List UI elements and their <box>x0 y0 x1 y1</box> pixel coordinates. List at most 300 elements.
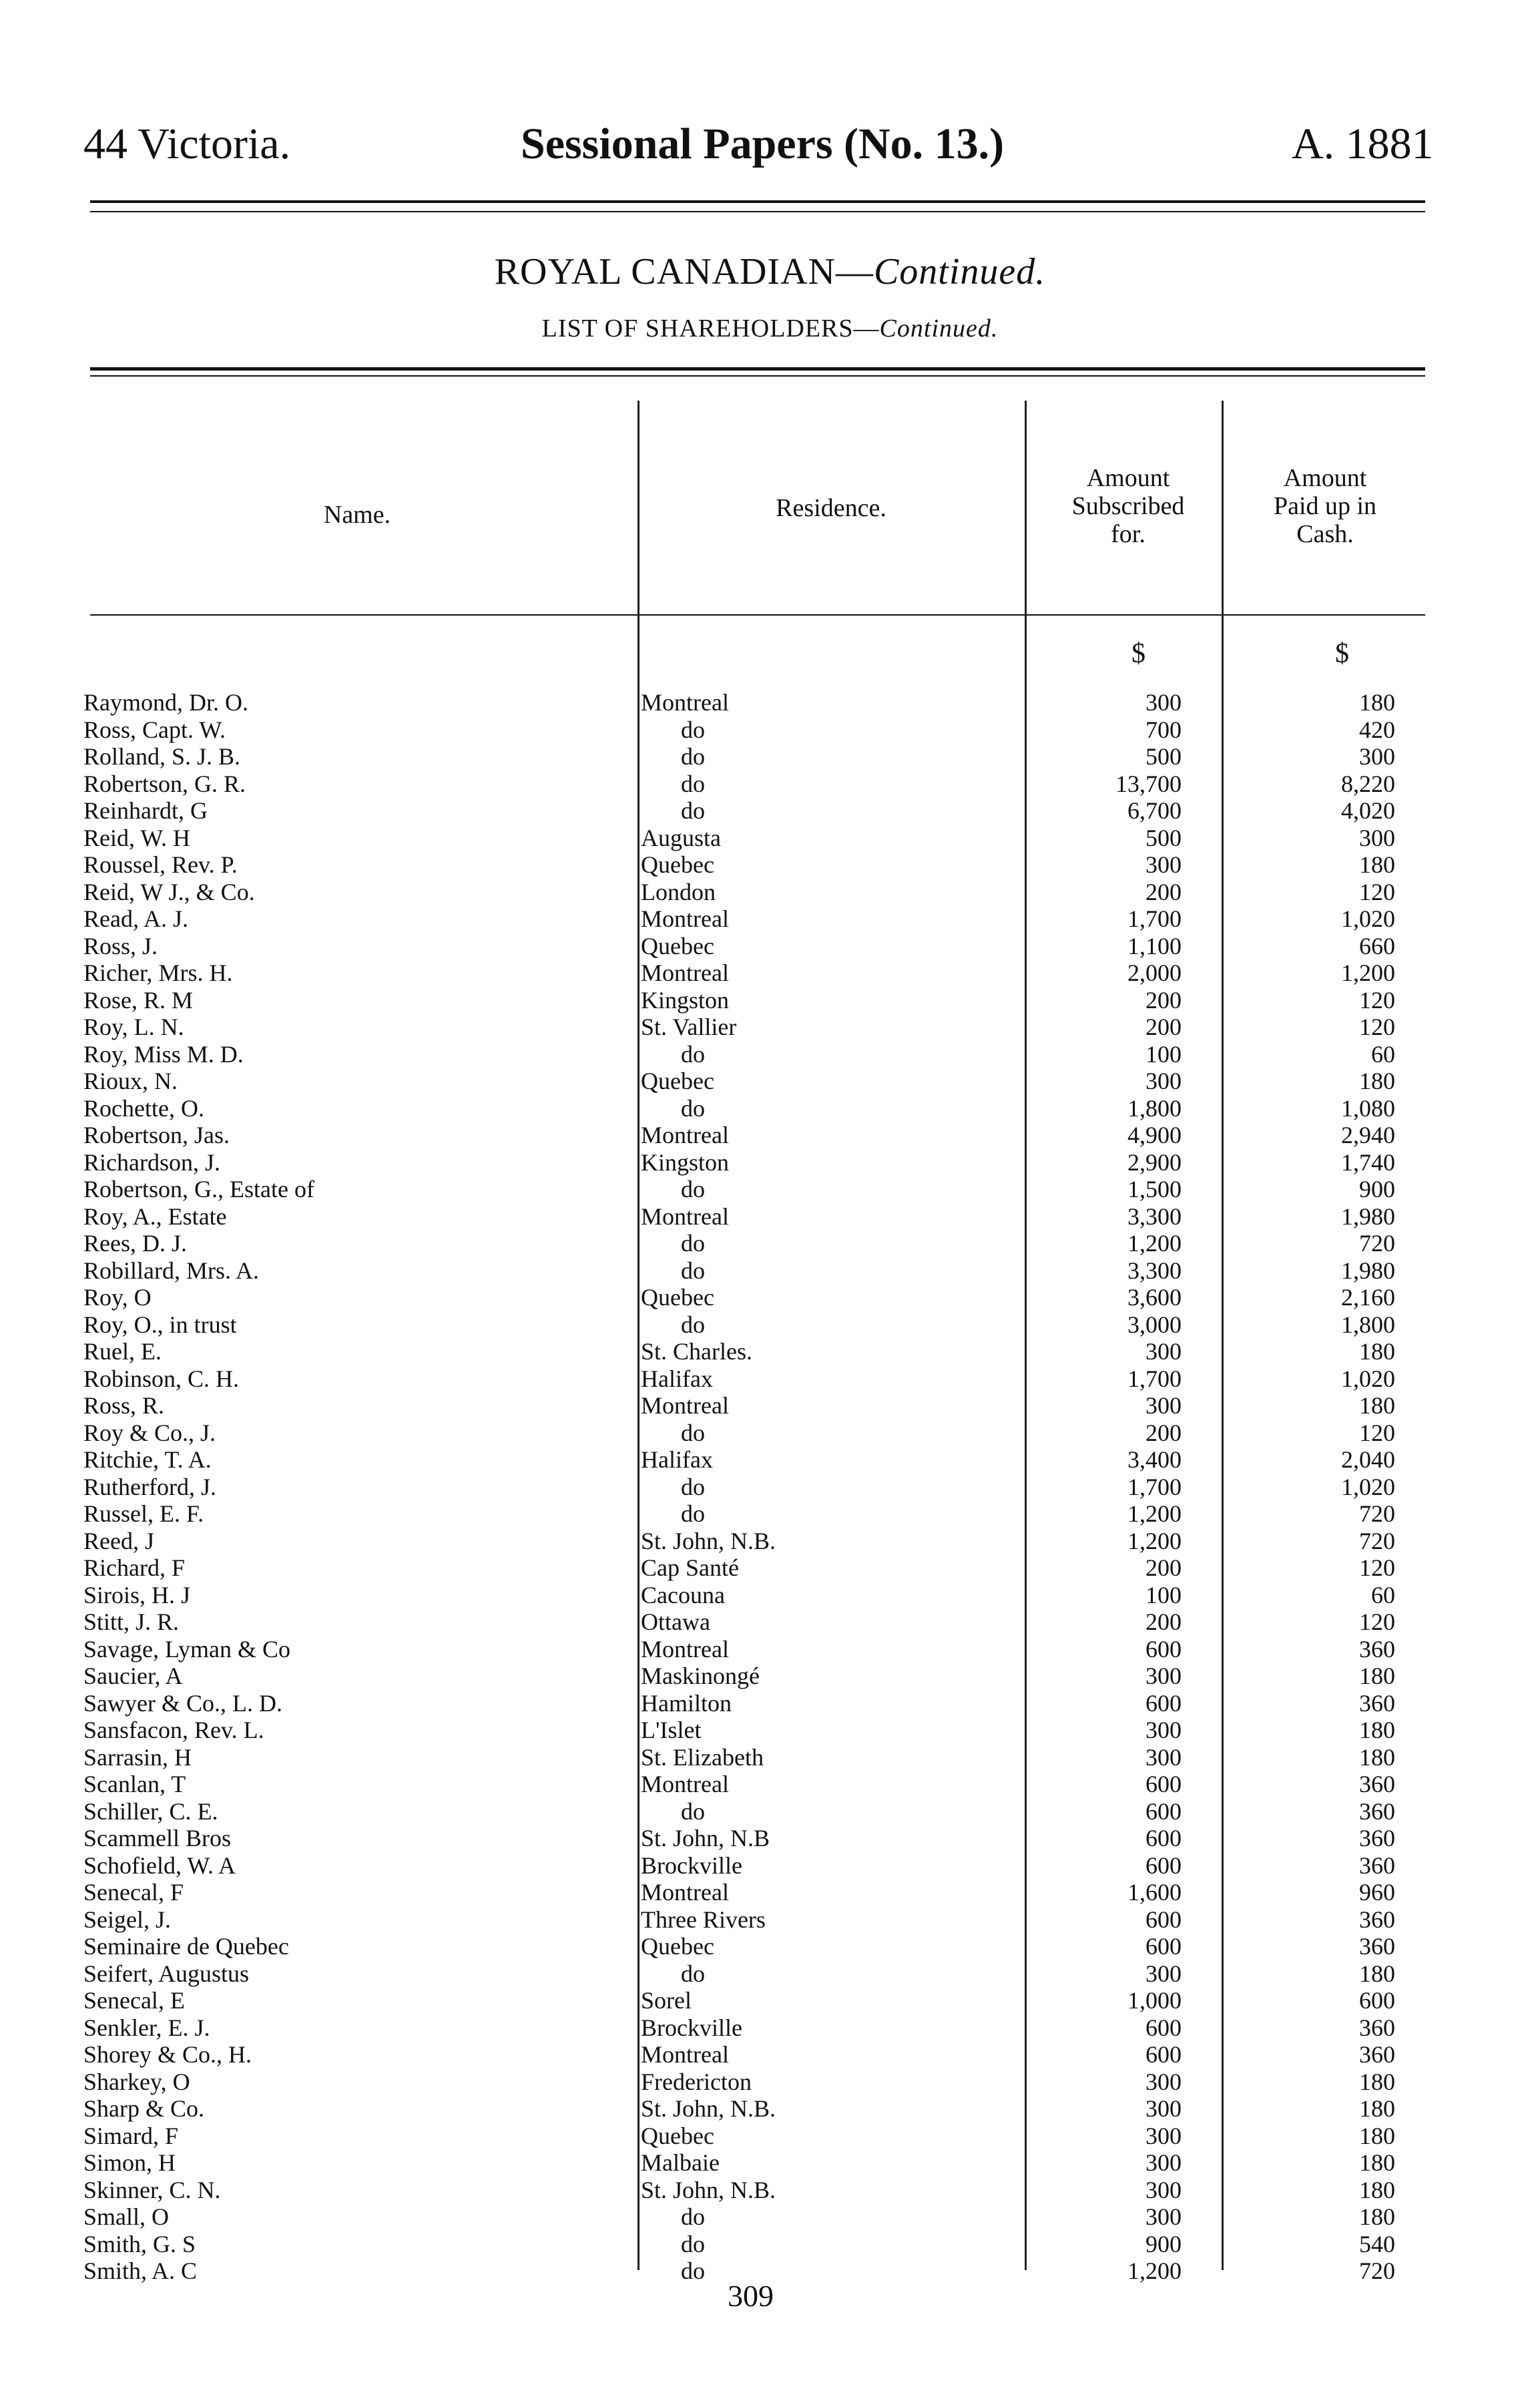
amount-paid: 660 <box>1359 932 1395 959</box>
table-row <box>0 825 1540 851</box>
residence-cell <box>641 1636 1015 1663</box>
amount-subscribed: 600 <box>1145 1825 1182 1851</box>
residence: do <box>641 1474 709 1500</box>
residence-cell <box>641 1582 1015 1608</box>
shareholder-name: Seminaire de Quebec <box>83 1933 293 1960</box>
shareholder-name: Robertson, G., Estate of <box>83 1176 318 1202</box>
shareholder-name-cell <box>83 1203 631 1230</box>
amount-subscribed: 300 <box>1145 851 1182 878</box>
amount-paid: 180 <box>1359 689 1395 716</box>
amount-subscribed: 6,700 <box>1127 797 1182 824</box>
shareholder-name-cell <box>83 1960 631 1987</box>
table-row <box>0 1474 1540 1500</box>
page-number: 309 <box>728 2279 774 2313</box>
shareholder-name-cell <box>83 1338 631 1365</box>
residence-cell <box>641 2014 1015 2041</box>
table-row <box>0 2203 1540 2230</box>
table-row <box>0 2014 1540 2041</box>
shareholder-name: Shorey & Co., H. <box>83 2041 256 2068</box>
table-row <box>0 2068 1540 2095</box>
residence: Three Rivers <box>641 1906 770 1933</box>
residence: Montreal <box>641 1636 733 1663</box>
table-row <box>0 1608 1540 1635</box>
shareholder-name-cell <box>83 743 631 770</box>
table-row <box>0 1663 1540 1689</box>
shareholder-name-cell <box>83 2123 631 2149</box>
residence-cell <box>641 1690 1015 1717</box>
table-row <box>0 987 1540 1014</box>
residence: St. John, N.B <box>641 1825 774 1851</box>
table-row <box>0 2123 1540 2149</box>
amount-paid: 120 <box>1359 1014 1395 1040</box>
amount-paid: 1,200 <box>1341 959 1395 986</box>
residence-cell <box>641 1933 1015 1960</box>
shareholder-name-cell <box>83 2095 631 2122</box>
amount-subscribed: 600 <box>1145 1933 1182 1960</box>
table-rule-top-thin <box>90 375 1425 377</box>
amount-paid: 180 <box>1359 1960 1395 1987</box>
shareholder-name: Russel, E. F. <box>83 1500 208 1527</box>
amount-paid: 120 <box>1359 1419 1395 1446</box>
amount-subscribed: 300 <box>1145 2149 1182 2176</box>
amount-paid: 360 <box>1359 1906 1395 1933</box>
shareholder-name-cell <box>83 1987 631 2014</box>
shareholder-name: Ruel, E. <box>83 1338 166 1365</box>
amount-subscribed: 1,800 <box>1127 1094 1182 1122</box>
amount-paid: 360 <box>1359 1635 1395 1663</box>
amount-paid: 720 <box>1359 2257 1395 2284</box>
table-row <box>0 1338 1540 1365</box>
table-row <box>0 2041 1540 2068</box>
amount-subscribed: 100 <box>1145 1581 1182 1608</box>
shareholder-name: Simon, H <box>83 2149 180 2176</box>
amount-subscribed: 200 <box>1145 1419 1182 1446</box>
amount-subscribed: 300 <box>1145 2122 1182 2149</box>
shareholder-name: Sharkey, O <box>83 2068 194 2095</box>
residence-cell <box>641 1284 1015 1311</box>
amount-subscribed: 1,200 <box>1127 2257 1182 2284</box>
residence: do <box>641 2203 709 2230</box>
residence: Halifax <box>641 1446 717 1473</box>
table-row <box>0 1014 1540 1040</box>
residence: do <box>641 2257 709 2284</box>
shareholder-name-cell <box>83 2177 631 2203</box>
column-header-subscribed-line: Subscribed <box>1071 492 1185 520</box>
amount-paid: 1,020 <box>1341 905 1395 932</box>
shareholder-name-cell <box>83 987 631 1014</box>
shareholder-name: Robertson, G. R. <box>83 771 250 797</box>
shareholder-name-cell <box>83 959 631 986</box>
amount-subscribed: 600 <box>1145 2014 1182 2041</box>
residence: do <box>641 716 709 743</box>
amount-paid: 60 <box>1371 1040 1395 1068</box>
amount-paid: 8,220 <box>1341 770 1395 797</box>
shareholder-name-cell <box>83 1582 631 1608</box>
residence: St. John, N.B. <box>641 1528 780 1554</box>
residence: Kingston <box>641 1149 733 1176</box>
residence-cell <box>641 1203 1015 1230</box>
leader-dots <box>83 1355 631 1358</box>
table-row <box>0 851 1540 878</box>
amount-subscribed: 600 <box>1145 1797 1182 1825</box>
residence: do <box>641 743 709 770</box>
shareholder-name: Skinner, C. N. <box>83 2177 225 2203</box>
amount-subscribed: 3,300 <box>1127 1257 1182 1284</box>
shareholder-name-cell <box>83 1771 631 1797</box>
amount-paid: 360 <box>1359 1825 1395 1851</box>
residence: do <box>641 2231 709 2257</box>
residence-cell <box>641 1122 1015 1148</box>
shareholder-name: Sharp & Co. <box>83 2095 208 2122</box>
amount-subscribed: 3,400 <box>1127 1446 1182 1473</box>
amount-paid: 360 <box>1359 1933 1395 1960</box>
residence-cell <box>641 959 1015 986</box>
shareholder-name-cell <box>83 825 631 851</box>
residence: Kingston <box>641 987 733 1014</box>
residence-cell <box>641 1446 1015 1473</box>
shareholder-name: Reinhardt, G <box>83 797 212 824</box>
shareholder-name: Reid, W. H <box>83 825 194 851</box>
header-sessional-papers: Sessional Papers (No. 13.) <box>521 120 1005 168</box>
amount-paid: 720 <box>1359 1500 1395 1527</box>
amount-paid: 540 <box>1359 2230 1395 2257</box>
residence-cell <box>641 2041 1015 2068</box>
amount-subscribed: 1,200 <box>1127 1230 1182 1257</box>
residence-cell <box>641 1825 1015 1851</box>
residence: Fredericton <box>641 2068 756 2095</box>
amount-paid: 720 <box>1359 1527 1395 1554</box>
table-row <box>0 959 1540 986</box>
table-row <box>0 689 1540 716</box>
amount-subscribed: 200 <box>1145 1014 1182 1040</box>
amount-paid: 180 <box>1359 1717 1395 1743</box>
shareholder-name: Stitt, J. R. <box>83 1608 183 1635</box>
shareholder-name: Scanlan, T <box>83 1771 190 1797</box>
amount-paid: 180 <box>1359 2203 1395 2230</box>
table-row <box>0 1554 1540 1581</box>
residence: Augusta <box>641 825 725 851</box>
shareholder-name: Roy, Miss M. D. <box>83 1041 248 1068</box>
shareholder-name: Read, A. J. <box>83 905 192 932</box>
residence: Montreal <box>641 689 733 716</box>
residence: Quebec <box>641 1068 718 1094</box>
table-row <box>0 1636 1540 1663</box>
amount-paid: 120 <box>1359 986 1395 1014</box>
residence: Malbaie <box>641 2149 724 2176</box>
residence: Ottawa <box>641 1608 714 1635</box>
table-row <box>0 771 1540 797</box>
shareholder-name-cell <box>83 2257 631 2284</box>
shareholder-name: Roy & Co., J. <box>83 1419 220 1446</box>
table-row <box>0 1419 1540 1446</box>
amount-paid: 60 <box>1371 1581 1395 1608</box>
residence: Brockville <box>641 1852 746 1879</box>
amount-subscribed: 1,700 <box>1127 1365 1182 1392</box>
residence: do <box>641 771 709 797</box>
amount-paid: 1,980 <box>1341 1202 1395 1230</box>
amount-paid: 180 <box>1359 2095 1395 2122</box>
amount-subscribed: 200 <box>1145 986 1182 1014</box>
shareholder-name: Roy, O <box>83 1284 156 1311</box>
shareholder-name: Reid, W J., & Co. <box>83 879 259 905</box>
shareholder-name: Rose, R. M <box>83 987 197 1014</box>
amount-subscribed: 300 <box>1145 1338 1182 1365</box>
shareholder-name-cell <box>83 1311 631 1338</box>
residence: St. Vallier <box>641 1014 740 1040</box>
amount-subscribed: 300 <box>1145 1743 1182 1771</box>
table-row <box>0 1852 1540 1879</box>
shareholder-name-cell <box>83 2149 631 2176</box>
table-row <box>0 1284 1540 1311</box>
table-row <box>0 1960 1540 1987</box>
table-row <box>0 1446 1540 1473</box>
amount-paid: 1,020 <box>1341 1473 1395 1500</box>
residence: Hamilton <box>641 1690 736 1717</box>
residence: Maskinongé <box>641 1663 764 1689</box>
residence: do <box>641 1798 709 1825</box>
amount-subscribed: 300 <box>1145 2095 1182 2122</box>
residence-cell <box>641 1608 1015 1635</box>
shareholder-name-cell <box>83 1663 631 1689</box>
column-header-paid-line: Amount <box>1283 464 1367 492</box>
amount-paid: 4,020 <box>1341 797 1395 824</box>
shareholder-name-cell <box>83 1825 631 1851</box>
table-row <box>0 1906 1540 1933</box>
shareholder-name-cell <box>83 1500 631 1527</box>
amount-paid: 1,980 <box>1341 1257 1395 1284</box>
column-header-subscribed <box>1028 464 1228 548</box>
column-header-paid-line: Cash. <box>1296 520 1354 548</box>
table-row <box>0 2149 1540 2176</box>
amount-paid: 120 <box>1359 1608 1395 1635</box>
header-session: 44 Victoria. <box>83 120 291 168</box>
residence: do <box>641 1176 709 1202</box>
amount-subscribed: 2,000 <box>1127 959 1182 986</box>
residence: London <box>641 879 720 905</box>
amount-paid: 180 <box>1359 1338 1395 1365</box>
amount-paid: 180 <box>1359 2122 1395 2149</box>
residence-cell <box>641 2068 1015 2095</box>
amount-paid: 420 <box>1359 716 1395 743</box>
shareholder-name-cell <box>83 689 631 716</box>
shareholder-name-cell <box>83 1122 631 1148</box>
amount-subscribed: 600 <box>1145 2041 1182 2068</box>
shareholder-name: Small, O <box>83 2203 173 2230</box>
shareholder-name: Smith, A. C <box>83 2257 201 2284</box>
residence-cell <box>641 1041 1015 1068</box>
table-row <box>0 1798 1540 1825</box>
table-row <box>0 1203 1540 1230</box>
residence: St. Charles. <box>641 1338 756 1365</box>
amount-paid: 180 <box>1359 1743 1395 1771</box>
amount-paid: 900 <box>1359 1176 1395 1202</box>
shareholder-name-cell <box>83 1419 631 1446</box>
header-year: A. 1881 <box>1292 120 1434 168</box>
shareholder-name-cell <box>83 1798 631 1825</box>
residence-cell <box>641 1257 1015 1284</box>
shareholder-name: Sawyer & Co., L. D. <box>83 1690 286 1717</box>
amount-paid: 2,160 <box>1341 1284 1395 1311</box>
column-header-paid-line: Paid up in <box>1273 492 1377 520</box>
residence: Quebec <box>641 933 718 959</box>
shareholder-name-cell <box>83 1717 631 1743</box>
residence-cell <box>641 2149 1015 2176</box>
amount-paid: 720 <box>1359 1230 1395 1257</box>
amount-paid: 180 <box>1359 2149 1395 2176</box>
shareholder-name-cell <box>83 905 631 932</box>
shareholder-name: Rutherford, J. <box>83 1474 220 1500</box>
residence-cell <box>641 1230 1015 1257</box>
amount-subscribed: 300 <box>1145 2203 1182 2230</box>
table-row <box>0 933 1540 959</box>
amount-subscribed: 200 <box>1145 878 1182 905</box>
amount-subscribed: 300 <box>1145 689 1182 716</box>
table-row <box>0 1392 1540 1419</box>
residence-cell <box>641 1392 1015 1419</box>
amount-paid: 1,800 <box>1341 1311 1395 1338</box>
table-rule-top <box>90 367 1425 371</box>
shareholder-name-cell <box>83 1230 631 1257</box>
table-row <box>0 1771 1540 1797</box>
table-row <box>0 1933 1540 1960</box>
residence-cell <box>641 1500 1015 1527</box>
shareholder-name-cell <box>83 1744 631 1771</box>
shareholder-name-cell <box>83 1690 631 1717</box>
amount-paid: 360 <box>1359 1771 1395 1797</box>
shareholder-name: Smith, G. S <box>83 2231 200 2257</box>
amount-subscribed: 700 <box>1145 716 1182 743</box>
amount-subscribed: 600 <box>1145 1635 1182 1663</box>
shareholder-name-cell <box>83 1933 631 1960</box>
shareholder-name: Rioux, N. <box>83 1068 182 1094</box>
shareholder-name: Robinson, C. H. <box>83 1365 243 1392</box>
residence: Brockville <box>641 2014 746 2041</box>
shareholder-name-cell <box>83 1528 631 1554</box>
amount-subscribed: 600 <box>1145 1689 1182 1717</box>
residence-cell <box>641 1771 1015 1797</box>
currency-symbol: $ <box>1335 638 1349 669</box>
table-row <box>0 1528 1540 1554</box>
residence-cell <box>641 987 1015 1014</box>
shareholder-name: Rochette, O. <box>83 1095 208 1122</box>
leader-dots <box>83 1301 631 1304</box>
shareholder-name: Schiller, C. E. <box>83 1798 222 1825</box>
amount-paid: 300 <box>1359 824 1395 851</box>
residence-cell <box>641 1068 1015 1094</box>
shareholder-name: Rolland, S. J. B. <box>83 743 244 770</box>
residence-cell <box>641 2095 1015 2122</box>
amount-subscribed: 300 <box>1145 1392 1182 1419</box>
shareholder-name: Saucier, A <box>83 1663 187 1689</box>
leader-dots <box>83 1545 631 1548</box>
amount-subscribed: 1,700 <box>1127 905 1182 932</box>
amount-subscribed: 900 <box>1145 2230 1182 2257</box>
section-subtitle: LIST OF SHAREHOLDERS—Continued. <box>541 314 999 343</box>
table-row <box>0 2095 1540 2122</box>
residence-cell <box>641 2231 1015 2257</box>
table-row <box>0 1582 1540 1608</box>
residence-cell <box>641 1365 1015 1392</box>
shareholder-name: Sansfacon, Rev. L. <box>83 1717 268 1743</box>
table-row <box>0 2177 1540 2203</box>
table-row <box>0 1717 1540 1743</box>
residence-cell <box>641 1149 1015 1176</box>
header-rule-bottom <box>90 211 1425 212</box>
shareholder-name-cell <box>83 851 631 878</box>
table-row <box>0 1149 1540 1176</box>
shareholder-name: Richardson, J. <box>83 1149 224 1176</box>
shareholder-name-cell <box>83 1365 631 1392</box>
shareholder-name-cell <box>83 1176 631 1202</box>
amount-subscribed: 200 <box>1145 1608 1182 1635</box>
residence: Montreal <box>641 1879 733 1906</box>
shareholder-name-cell <box>83 1906 631 1933</box>
amount-subscribed: 1,500 <box>1127 1176 1182 1202</box>
residence: Montreal <box>641 2041 733 2068</box>
amount-subscribed: 600 <box>1145 1771 1182 1797</box>
table-row <box>0 1068 1540 1094</box>
shareholder-name-cell <box>83 1095 631 1122</box>
residence: do <box>641 1311 709 1338</box>
section-title: ROYAL CANADIAN—Continued. <box>494 251 1046 292</box>
shareholder-name-cell <box>83 1257 631 1284</box>
amount-paid: 600 <box>1359 1987 1395 2014</box>
shareholder-name-cell <box>83 797 631 824</box>
column-header-name: Name. <box>323 501 391 529</box>
amount-subscribed: 1,000 <box>1127 1987 1182 2014</box>
residence-cell <box>641 1176 1015 1202</box>
residence: Montreal <box>641 1122 733 1148</box>
amount-paid: 180 <box>1359 1392 1395 1419</box>
amount-subscribed: 100 <box>1145 1040 1182 1068</box>
residence-cell <box>641 2177 1015 2203</box>
residence-cell <box>641 743 1015 770</box>
residence-cell <box>641 851 1015 878</box>
shareholder-name: Ross, R. <box>83 1392 168 1419</box>
residence: Sorel <box>641 1987 696 2014</box>
shareholder-name: Raymond, Dr. O. <box>83 689 252 716</box>
shareholder-name: Scammell Bros <box>83 1825 235 1851</box>
shareholder-name-cell <box>83 1041 631 1068</box>
column-header-residence: Residence. <box>776 494 886 522</box>
table-row <box>0 1257 1540 1284</box>
shareholder-name: Sarrasin, H <box>83 1744 196 1771</box>
residence-cell <box>641 1338 1015 1365</box>
amount-subscribed: 1,200 <box>1127 1527 1182 1554</box>
amount-paid: 2,940 <box>1341 1122 1395 1148</box>
amount-subscribed: 600 <box>1145 1851 1182 1879</box>
residence: Quebec <box>641 1933 718 1960</box>
amount-subscribed: 600 <box>1145 1906 1182 1933</box>
amount-paid: 120 <box>1359 1554 1395 1581</box>
residence: Montreal <box>641 1203 733 1230</box>
shareholder-name-cell <box>83 2231 631 2257</box>
residence: St. John, N.B. <box>641 2177 780 2203</box>
amount-paid: 360 <box>1359 1797 1395 1825</box>
residence-cell <box>641 1744 1015 1771</box>
residence: Halifax <box>641 1365 717 1392</box>
shareholder-name: Roy, O., in trust <box>83 1311 241 1338</box>
amount-subscribed: 300 <box>1145 2068 1182 2095</box>
shareholder-name: Schofield, W. A <box>83 1852 240 1879</box>
amount-subscribed: 3,600 <box>1127 1284 1182 1311</box>
table-row <box>0 743 1540 770</box>
amount-subscribed: 200 <box>1145 1554 1182 1581</box>
shareholder-name: Richer, Mrs. H. <box>83 959 237 986</box>
leader-dots <box>83 950 631 953</box>
shareholder-name-cell <box>83 1554 631 1581</box>
shareholder-name: Roy, A., Estate <box>83 1203 231 1230</box>
